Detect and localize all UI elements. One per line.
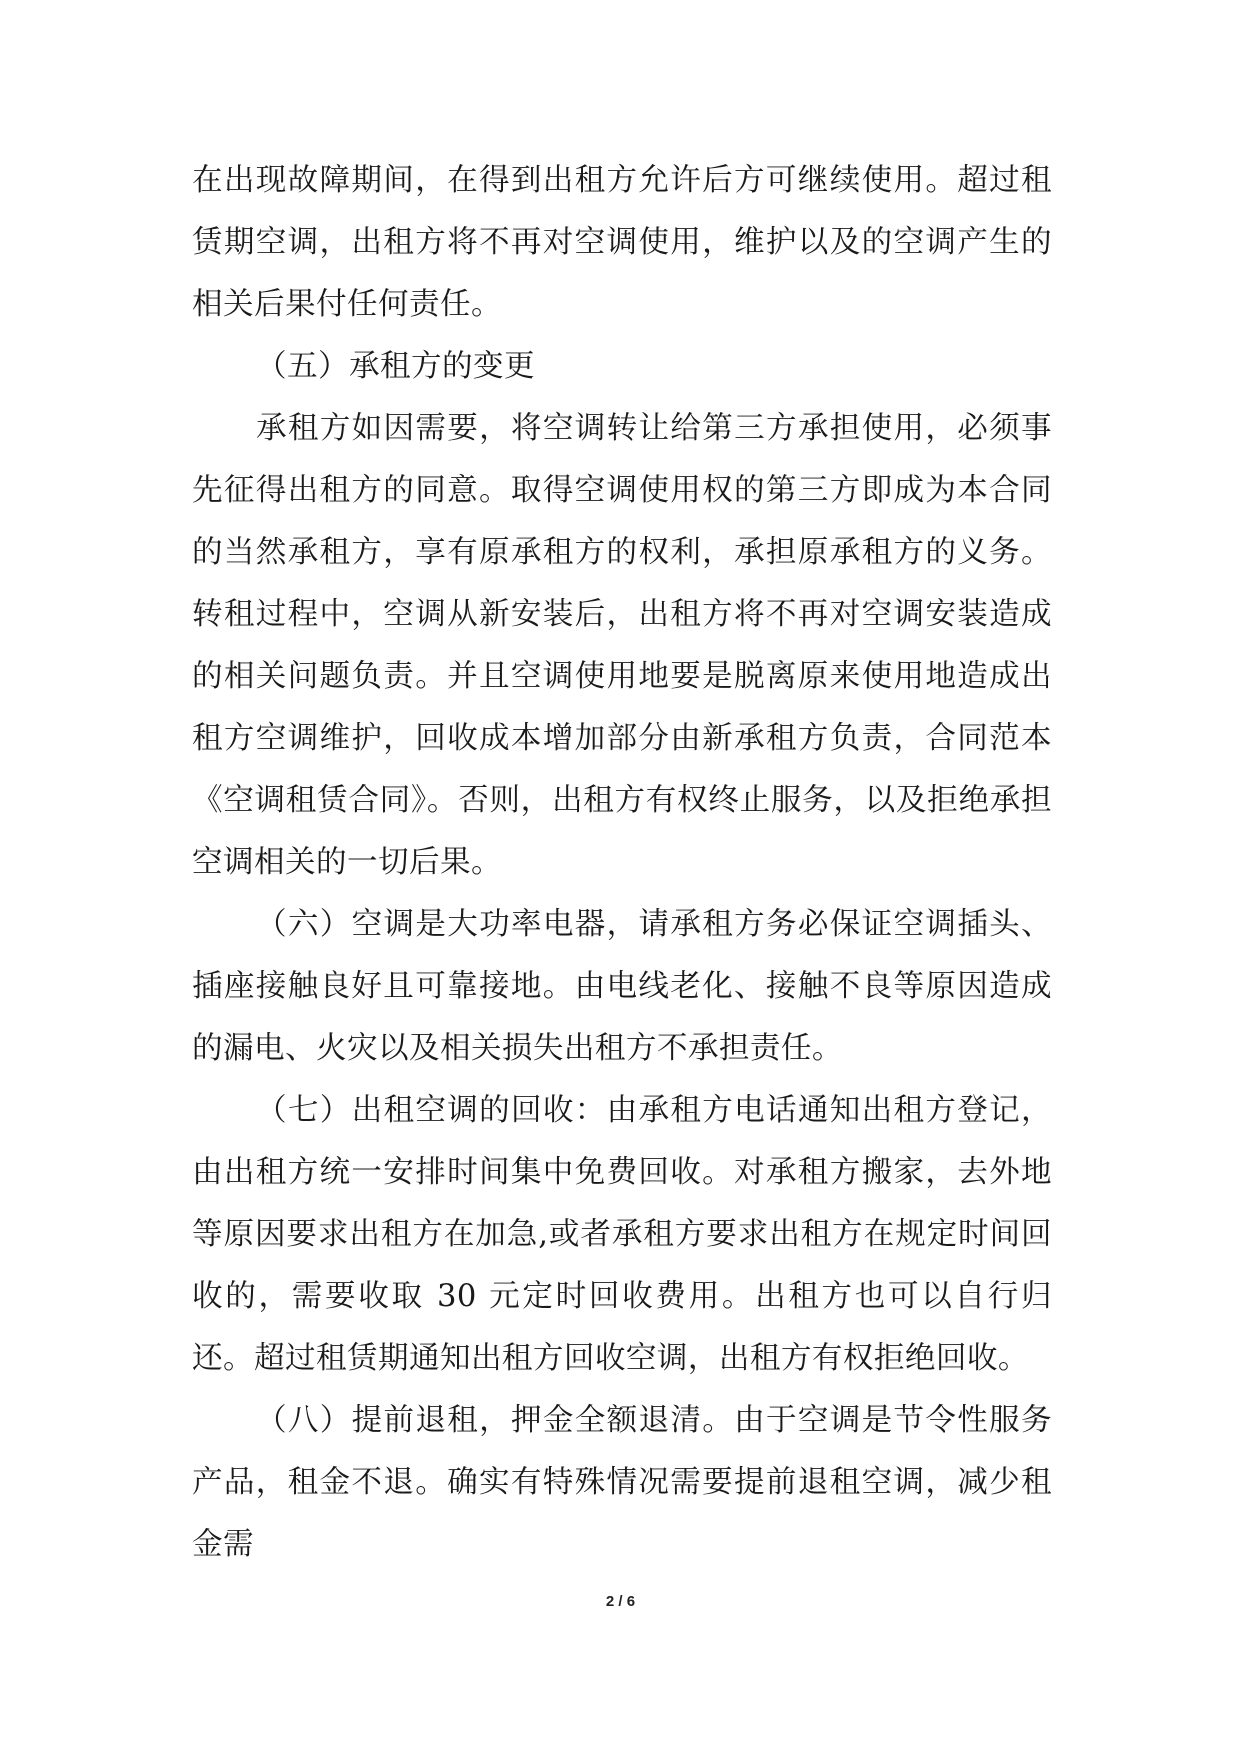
- paragraph-lessee-change: 承租方如因需要，将空调转让给第三方承担使用，必须事先征得出租方的同意。取得空调使用权的第三方即成为本合同的当然承租方，享有原承租方的权利，承担原承租方的义务。转租过程中，空调从新安装后，出租方将不再对空调安装造成的相关问题负责。并且空调使用地要是脱离原来使用地造成出租方空调维护，回收成本增加部分由新承租方负责，合同范本《空调租赁合同》。否则，出租方有权终止服务，以及拒绝承担空调相关的一切后果。: [192, 411, 1052, 880]
- section-heading-5: （五）承租方的变更: [256, 349, 535, 384]
- paragraph-continued: 在出现故障期间，在得到出租方允许后方可继续使用。超过租赁期空调，出租方将不再对空调使用，维护以及的空调产生的相关后果付任何责任。: [192, 163, 1052, 322]
- paragraph-section-7: （七）出租空调的回收：由承租方电话通知出租方登记，由出租方统一安排时间集中免费回收。对承租方搬家，去外地等原因要求出租方在加急,或者承租方要求出租方在规定时间回收的，需要收取 30 元定时回收费用。出租方也可以自行归还。超过租赁期通知出租方回收空调，出租方有权拒绝回收。: [192, 1093, 1052, 1376]
- paragraph-section-8: （八）提前退租，押金全额退清。由于空调是节令性服务产品，租金不退。确实有特殊情况需要提前退租空调，减少租金需: [192, 1403, 1052, 1562]
- paragraph-section-6: （六）空调是大功率电器，请承租方务必保证空调插头、插座接触良好且可靠接地。由电线老化、接触不良等原因造成的漏电、火灾以及相关损失出租方不承担责任。: [192, 907, 1052, 1066]
- page-number: 2 / 6: [605, 1593, 636, 1610]
- document-body: [192, 150, 1052, 1576]
